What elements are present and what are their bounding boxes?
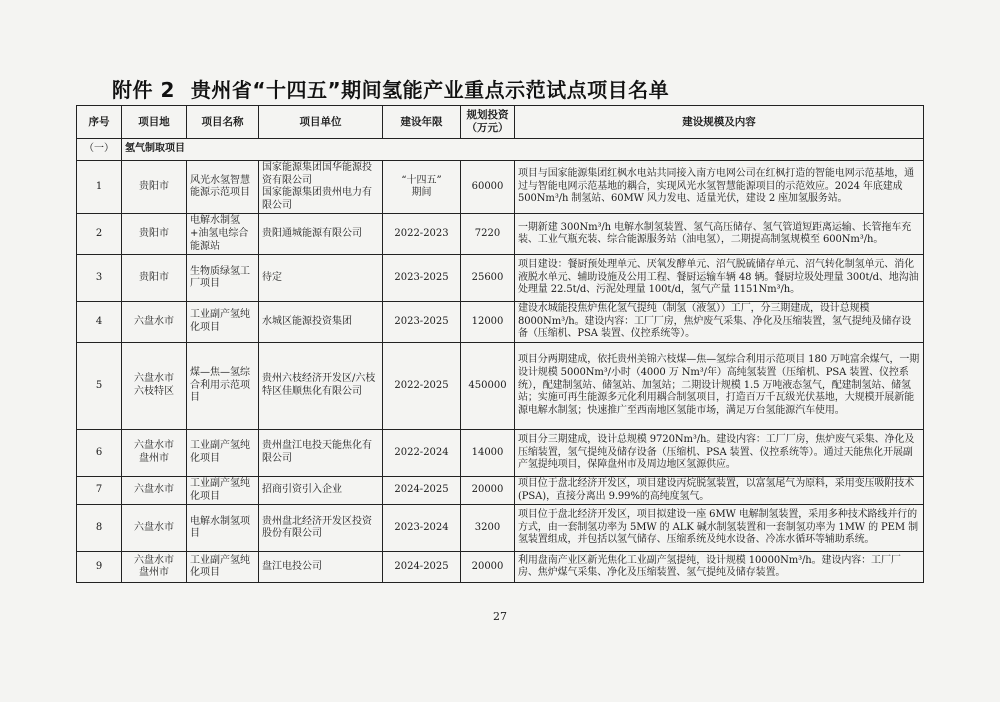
page-title (112, 74, 669, 103)
row-number: 4 (77, 302, 122, 343)
header-content: 建设规模及内容 (515, 106, 924, 139)
row-location: 贵阳市 (122, 255, 187, 302)
row-investment: 20000 (461, 476, 515, 504)
row-investment: 7220 (461, 214, 515, 255)
row-content: 建设水城能投焦炉焦化氢气提纯（制氢（液氢））工厂，分三期建成，设计总规模 8000Nm³/h。建设内容：工厂厂房，焦炉废气采集、净化及压缩装置，氢气提纯及储存设备（压缩机、PSA 装置、仪控系统等）。 (515, 302, 924, 343)
row-number: 9 (77, 552, 122, 583)
project-table (76, 105, 924, 583)
row-content: 项目建设：餐厨预处理单元、厌氧发酵单元、沼气脱硫储存单元、沼气转化制氢单元、消化液脱水单元、辅助设施及公用工程、餐厨运输车辆 48 辆。餐厨垃圾处理量 300t/d、地沟油处理量 22.5t/d、污泥处理量 100t/d，氢气产量 1151Nm³/h。 (515, 255, 924, 302)
table-row (77, 302, 924, 343)
header-project-name: 项目名称 (187, 106, 259, 139)
row-content: 项目分三期建成，设计总规模 9720Nm³/h。建设内容：工厂厂房，焦炉废气采集、净化及压缩装置，氢气提纯及储存设备（压缩机、PSA 装置、仪控系统等）。通过天能焦化开展副产氢提纯项目，保障盘州市及周边地区氢源供应。 (515, 429, 924, 476)
row-project-name: 风光水氢智慧能源示范项目 (187, 161, 259, 214)
row-period: 2022-2024 (383, 429, 461, 476)
row-location: 六盘水市 (122, 302, 187, 343)
row-investment: 12000 (461, 302, 515, 343)
row-period: 2023-2025 (383, 302, 461, 343)
row-number: 6 (77, 429, 122, 476)
row-period: 2023-2025 (383, 255, 461, 302)
row-number: 8 (77, 505, 122, 552)
row-location: 六盘水市 (122, 476, 187, 504)
section-row (77, 139, 924, 161)
row-number: 3 (77, 255, 122, 302)
row-period: 2024-2025 (383, 476, 461, 504)
page-number: 27 (493, 610, 507, 623)
row-location: 六盘水市 (122, 505, 187, 552)
section-number: （一） (77, 139, 122, 161)
row-location: 六盘水市 六枝特区 (122, 342, 187, 429)
table-header-row (77, 106, 924, 139)
row-project-unit: 贵州六枝经济开发区/六枝特区佳顺焦化有限公司 (259, 342, 383, 429)
row-period: 2022-2023 (383, 214, 461, 255)
row-investment: 25600 (461, 255, 515, 302)
row-investment: 60000 (461, 161, 515, 214)
row-project-name: 工业副产氢纯化项目 (187, 552, 259, 583)
row-project-unit: 水城区能源投资集团 (259, 302, 383, 343)
row-content: 项目位于盘北经济开发区，项目建设丙烷脱氢装置，以富氢尾气为原料，采用变压吸附技术(PSA)，直接分离出 9.99%的高纯度氢气。 (515, 476, 924, 504)
attachment-label: 附件 2 (112, 78, 175, 102)
row-content: 项目分两期建成，依托贵州美锦六枝煤—焦—氢综合利用示范项目 180 万吨富余煤气，一期设计规模 5000Nm³/小时（4000 万 Nm³/年）高纯氢装置（压缩机、PSA 装置、仪控系统），配建制氢站、储氢站、加氢站；二期设计规模 1.5 万吨液态氢气，配建制氢站、储氢站；实施可再生能源多元化利用耦合制氢项目，打造百万千瓦级光伏基地，大规模开展新能源电解水制氢；快速推广至西南地区氢能市场，满足万台氢能源汽车使用。 (515, 342, 924, 429)
table-row (77, 505, 924, 552)
row-project-unit: 贵州盘江电投天能焦化有限公司 (259, 429, 383, 476)
table-row (77, 214, 924, 255)
row-project-unit: 待定 (259, 255, 383, 302)
row-content: 项目与国家能源集团红枫水电站共同接入南方电网公司在红枫打造的智能电网示范基地，通过与智能电网示范基地的耦合，实现风光水氢智慧能源项目的示范效应。2024 年底建成 500Nm³/h 制氢站、60MW 风力发电、适量光伏，建设 2 座加氢服务站。 (515, 161, 924, 214)
row-project-name: 电解水制氢+油氢电综合能源站 (187, 214, 259, 255)
row-number: 7 (77, 476, 122, 504)
row-period: 2023-2024 (383, 505, 461, 552)
row-project-name: 电解水制氢项目 (187, 505, 259, 552)
table-row (77, 429, 924, 476)
row-location: 六盘水市 盘州市 (122, 552, 187, 583)
row-location: 六盘水市 盘州市 (122, 429, 187, 476)
table-row (77, 342, 924, 429)
table-row (77, 476, 924, 504)
row-project-name: 工业副产氢纯化项目 (187, 302, 259, 343)
row-period: 2022-2025 (383, 342, 461, 429)
header-number: 序号 (77, 106, 122, 139)
row-project-unit: 盘江电投公司 (259, 552, 383, 583)
row-investment: 14000 (461, 429, 515, 476)
row-project-unit: 贵阳通城能源有限公司 (259, 214, 383, 255)
section-name: 氢气制取项目 (122, 139, 924, 161)
table-row (77, 255, 924, 302)
row-project-name: 工业副产氢纯化项目 (187, 429, 259, 476)
title-text: 贵州省“十四五”期间氢能产业重点示范试点项目名单 (190, 78, 670, 102)
row-number: 1 (77, 161, 122, 214)
row-content: 项目位于盘北经济开发区，项目拟建设一座 6MW 电解制氢装置，采用多种技术路线并行的方式，由一套制氢功率为 5MW 的 ALK 碱水制氢装置和一套制氢功率为 1MW 的 PEM 制氢装置组成，并包括以氢气储存、压缩系统及纯水设备、冷冻水循环等辅助系统。 (515, 505, 924, 552)
row-project-unit: 国家能源集团国华能源投资有限公司 国家能源集团贵州电力有限公司 (259, 161, 383, 214)
row-location: 贵阳市 (122, 214, 187, 255)
row-project-name: 生物质绿氢工厂项目 (187, 255, 259, 302)
row-period: “十四五” 期间 (383, 161, 461, 214)
row-investment: 3200 (461, 505, 515, 552)
header-period: 建设年限 (383, 106, 461, 139)
row-project-name: 煤—焦—氢综合利用示范项目 (187, 342, 259, 429)
row-investment: 20000 (461, 552, 515, 583)
header-location: 项目地 (122, 106, 187, 139)
row-content: 利用盘南产业区新光焦化工业副产氢提纯，设计规模 10000Nm³/h。建设内容：工厂厂房、焦炉煤气采集、净化及压缩装置、氢气提纯及储存装置。 (515, 552, 924, 583)
row-project-name: 工业副产氢纯化项目 (187, 476, 259, 504)
row-period: 2024-2025 (383, 552, 461, 583)
header-investment: 规划投资（万元） (461, 106, 515, 139)
row-number: 5 (77, 342, 122, 429)
row-location: 贵阳市 (122, 161, 187, 214)
row-project-unit: 贵州盘北经济开发区投资股份有限公司 (259, 505, 383, 552)
row-investment: 450000 (461, 342, 515, 429)
header-project-unit: 项目单位 (259, 106, 383, 139)
table-row (77, 552, 924, 583)
row-content: 一期新建 300Nm³/h 电解水制氢装置、氢气高压储存、氢气管道短距离运输、长管拖车充装、工业气瓶充装、综合能源服务站（油电氢），二期提高制氢规模至 600Nm³/h。 (515, 214, 924, 255)
row-project-unit: 招商引资引入企业 (259, 476, 383, 504)
table-row (77, 161, 924, 214)
row-number: 2 (77, 214, 122, 255)
